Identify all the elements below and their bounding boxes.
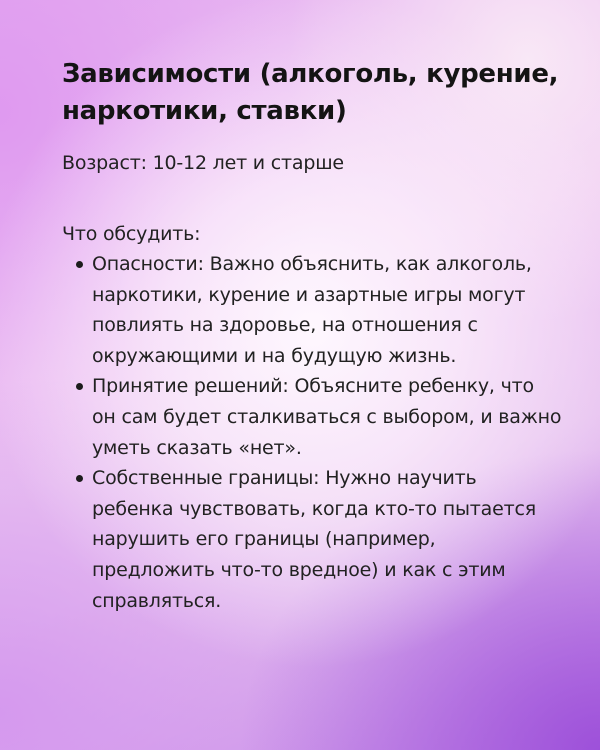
discussion-points xyxy=(62,249,562,616)
age-label: Возраст: 10-12 лет и старше xyxy=(62,152,344,174)
bullet-icon xyxy=(76,383,83,390)
bullet-icon xyxy=(76,475,83,482)
list-item xyxy=(62,249,562,371)
card-content xyxy=(62,56,562,616)
list-item-text: Опасности: Важно объяснить, как алкоголь, наркотики, курение и азартные игры могут повлиять на здоровье, на отношения с окружающими и на будущую жизнь. xyxy=(92,253,532,367)
list-item xyxy=(62,371,562,463)
discuss-label: Что обсудить: xyxy=(62,223,201,245)
list-item-text: Принятие решений: Объясните ребенку, что он сам будет сталкиваться с выбором, и важно уметь сказать «нет». xyxy=(92,375,562,459)
bullet-icon xyxy=(76,261,83,268)
list-item xyxy=(62,463,562,616)
page-title: Зависимости (алкоголь, курение, наркотики, ставки) xyxy=(62,59,559,126)
list-item-text: Собственные границы: Нужно научить ребенка чувствовать, когда кто-то пытается нарушить его границы (например, предложить что-то вредное) и как с этим справляться. xyxy=(92,467,536,612)
